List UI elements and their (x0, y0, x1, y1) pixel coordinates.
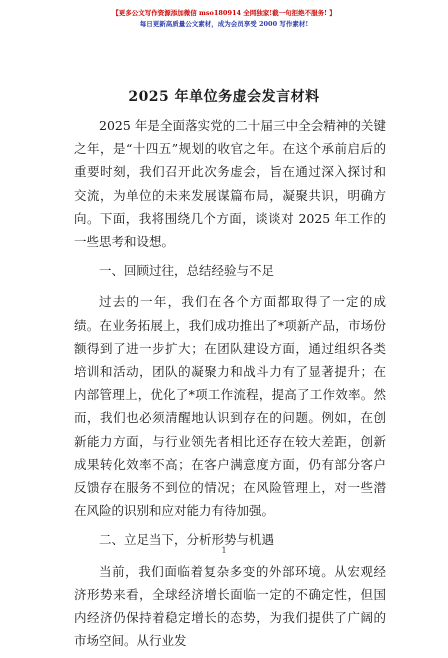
promo-banner (60, 8, 388, 30)
document-title: 2025 年单位务虚会发言材料 (128, 89, 320, 105)
situation-paragraph: 当前，我们面临着复杂多变的外部环境。从宏观经济形势来看，全球经济增长面临一定的不确定性，但国内经济仍保持着稳定增长的态势，为我们提供了广阔的市场空间。从行业发 (74, 563, 386, 649)
section-heading-2: 二、立足当下，分析形势与机遇 (99, 532, 275, 548)
promo-banner-line-2: 每日更新高质量公文素材，成为会员享受 2000 写作素材! (139, 20, 309, 28)
section-heading-1: 一、回顾过往，总结经验与不足 (99, 263, 275, 279)
review-paragraph: 过去的一年，我们在各个方面都取得了一定的成绩。在业务拓展上，我们成功推出了*项新产品，市场份额得到了进一步扩大；在团队建设方面，通过组织各类培训和活动，团队的凝聚力和战斗力有了显著提升；在内部管理上，优化了*项工作流程，提高了工作效率。然而，我们也必须清醒地认识到存在的问题。例如，在创新能力方面，与行业领先者相比还存在较大差距，创新成果转化效率不高；在客户满意度方面，仍有部分客户反馈存在服务不到位的情况；在风险管理上，对一些潜在风险的识别和应对能力有待加强。 (74, 294, 386, 519)
intro-paragraph: 2025 年是全面落实党的二十届三中全会精神的关键之年，是“十四五”规划的收官之年。在这个承前启后的重要时刻，我们召开此次务虚会，旨在通过深入探讨和交流，为单位的未来发展谋篇布局，凝聚共识，明确方向。下面，我将围绕几个方面，谈谈对 2025 年工作的一些思考和设想。 (74, 118, 386, 250)
promo-banner-line-1: 【更多公文写作资源添加微信 mso180914 全网独家!截一句拒绝不服务! 】 (112, 9, 336, 17)
page-number: 1 (221, 546, 227, 555)
document-body (74, 114, 386, 658)
